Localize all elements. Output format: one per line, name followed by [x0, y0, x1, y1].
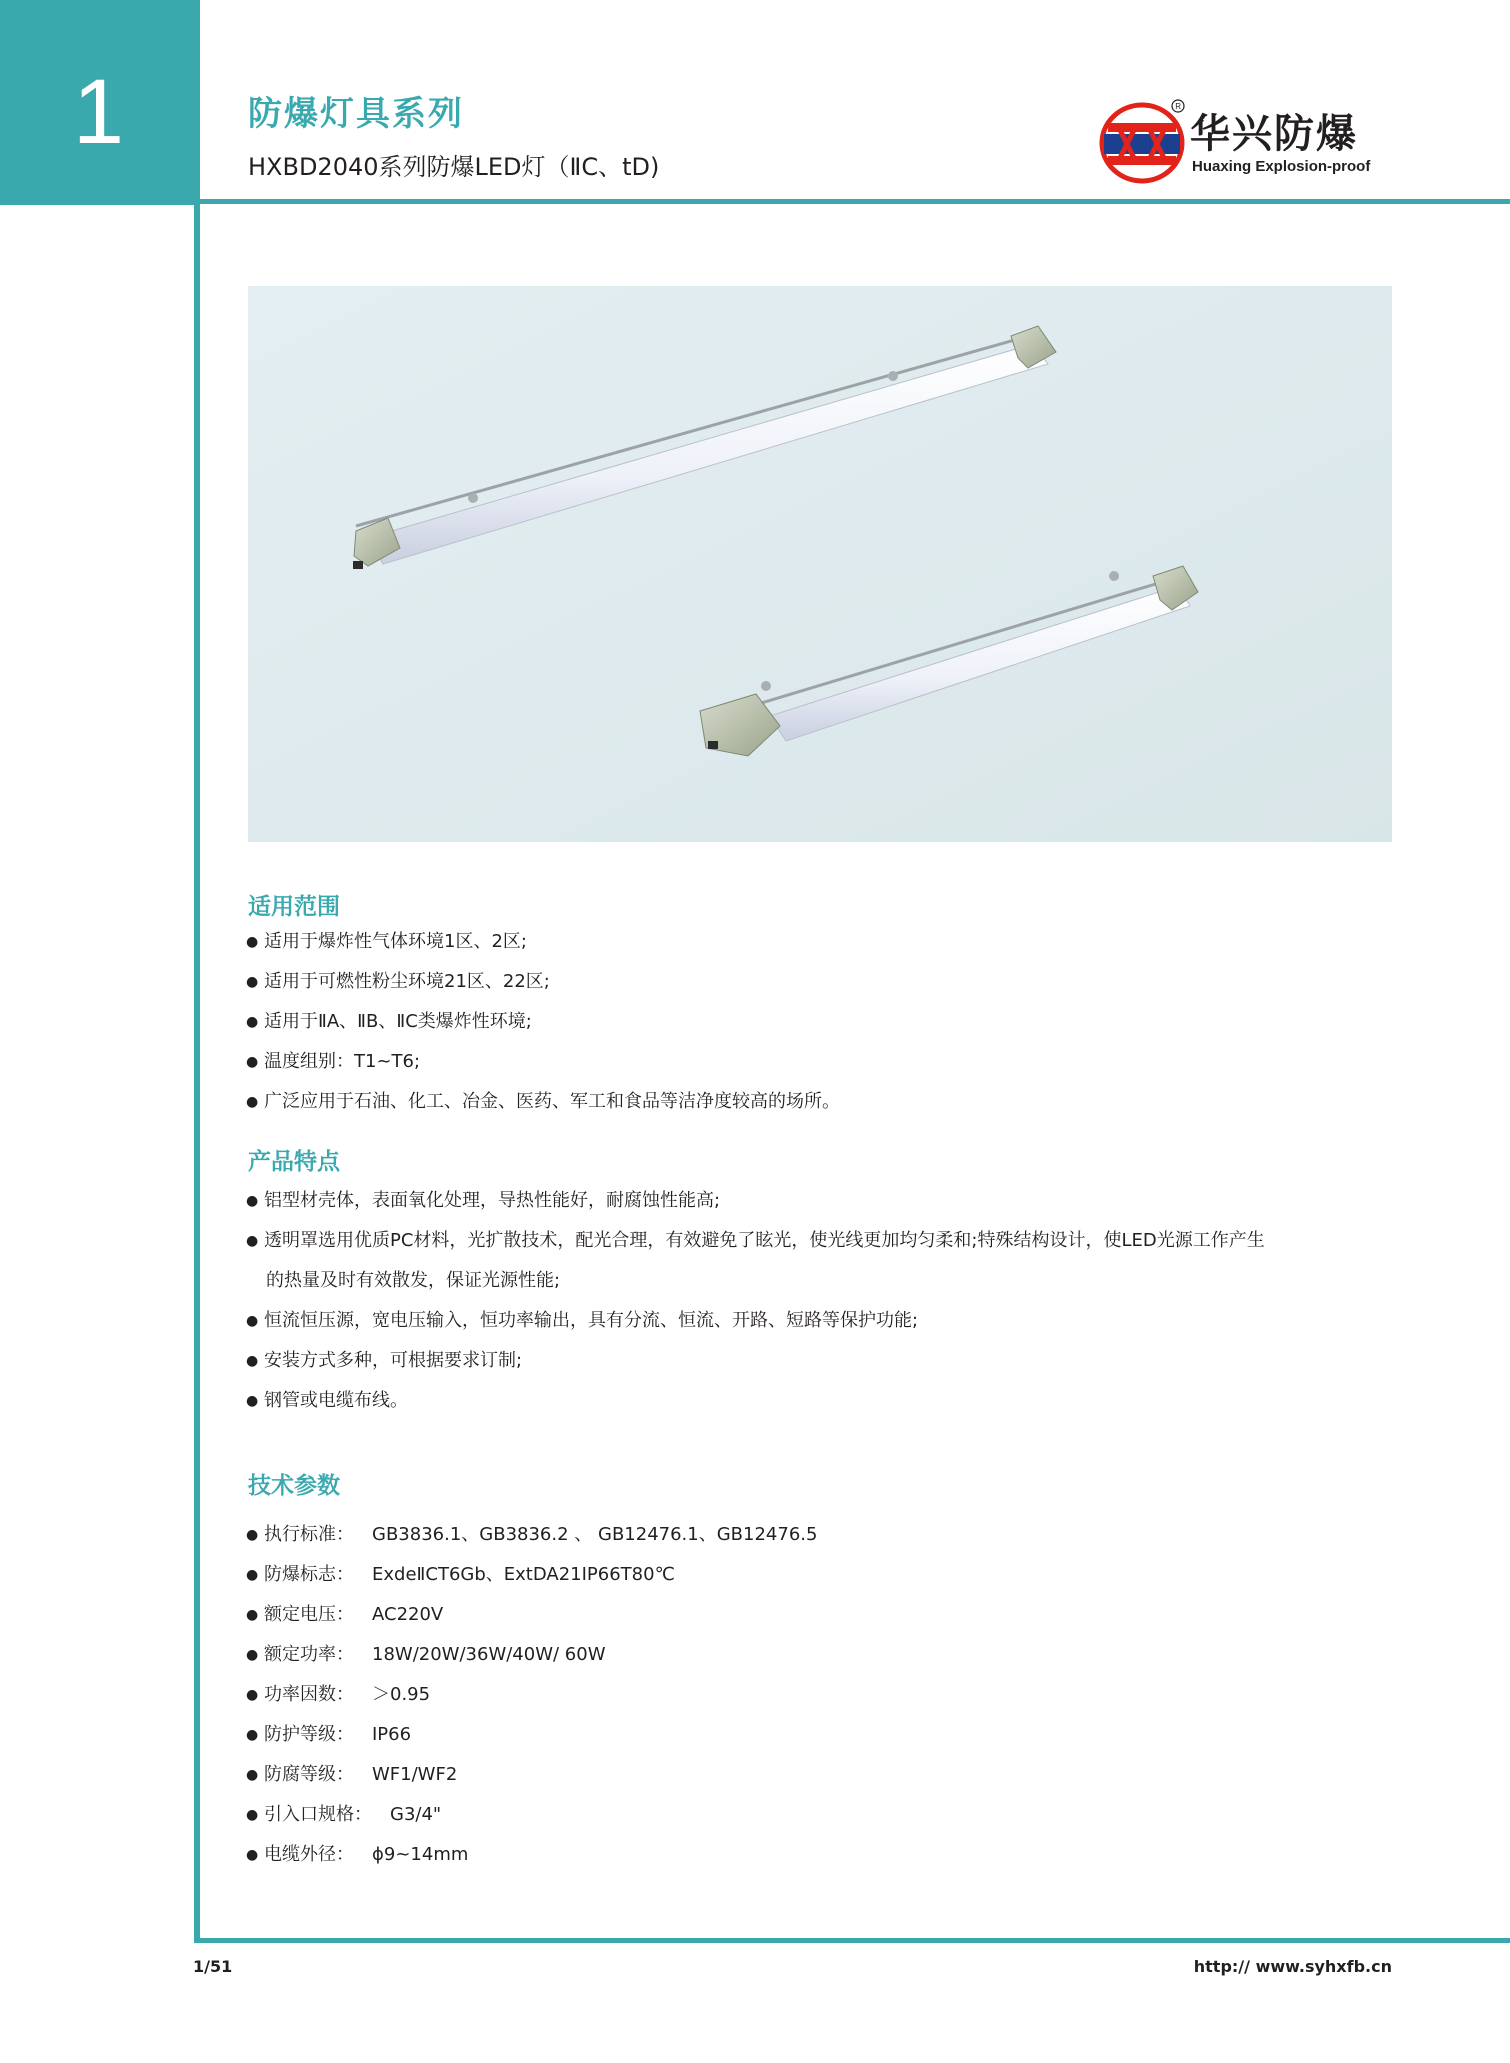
bullet-icon: ●	[246, 1014, 259, 1030]
list-item: ● 钢管或电缆布线。	[246, 1381, 1265, 1421]
logo-english-name: Huaxing Explosion-proof	[1192, 158, 1371, 175]
bullet-icon: ●	[246, 934, 259, 950]
huaxing-logo-mark-icon	[1098, 98, 1186, 184]
bullet-icon: ●	[246, 1054, 259, 1070]
bullet-icon: ●	[246, 1807, 259, 1823]
chapter-number: 1	[72, 61, 125, 163]
scope-list	[246, 922, 840, 1122]
specs-list	[246, 1515, 817, 1875]
footer-divider	[194, 1938, 1510, 1943]
series-title: 防爆灯具系列	[248, 94, 464, 134]
list-item: ● 适用于爆炸性气体环境1区、2区;	[246, 922, 840, 962]
list-item: ● 铝型材壳体，表面氧化处理，导热性能好，耐腐蚀性能高;	[246, 1181, 1265, 1221]
bullet-icon: ●	[246, 1687, 259, 1703]
spec-item: ● 执行标准： GB3836.1、GB3836.2 、 GB12476.1、GB12476.5	[246, 1515, 817, 1555]
product-photo	[248, 286, 1392, 842]
features-section-title: 产品特点	[248, 1149, 340, 1175]
page-number: 1/51	[193, 1957, 233, 1976]
list-item: ● 温度组别：T1~T6;	[246, 1042, 840, 1082]
bullet-icon: ●	[246, 1527, 259, 1543]
logo-name: 华兴防爆	[1190, 111, 1358, 157]
bullet-icon: ●	[246, 1233, 259, 1249]
specs-section-title: 技术参数	[248, 1473, 340, 1499]
spec-item: ● 额定功率： 18W/20W/36W/40W/ 60W	[246, 1635, 817, 1675]
bullet-icon: ●	[246, 1847, 259, 1863]
list-item: ● 适用于可燃性粉尘环境21区、22区;	[246, 962, 840, 1002]
spec-item: ● 引入口规格： G3/4"	[246, 1795, 817, 1835]
bullet-icon: ●	[246, 1607, 259, 1623]
list-item: ● 透明罩选用优质PC材料，光扩散技术，配光合理，有效避免了眩光，使光线更加均匀柔和;特殊结构设计，使LED光源工作产生 的热量及时有效散发，保证光源性能;	[246, 1221, 1265, 1301]
list-item: ● 安装方式多种，可根据要求订制;	[246, 1341, 1265, 1381]
header-divider	[197, 199, 1510, 204]
bullet-icon: ●	[246, 974, 259, 990]
left-divider	[194, 0, 200, 1943]
list-item: ● 广泛应用于石油、化工、冶金、医药、军工和食品等洁净度较高的场所。	[246, 1082, 840, 1122]
bullet-icon: ●	[246, 1567, 259, 1583]
spec-item: ● 电缆外径： ϕ9~14mm	[246, 1835, 817, 1875]
svg-text:R: R	[1175, 102, 1182, 111]
bullet-icon: ●	[246, 1353, 259, 1369]
website-link[interactable]: http:// www.syhxfb.cn	[1193, 1957, 1392, 1976]
bullet-icon: ●	[246, 1313, 259, 1329]
bullet-icon: ●	[246, 1647, 259, 1663]
features-list	[246, 1181, 1265, 1421]
scope-section-title: 适用范围	[248, 894, 340, 920]
spec-item: ● 功率因数： ＞0.95	[246, 1675, 817, 1715]
chapter-number-block	[0, 0, 197, 205]
product-title: HXBD2040系列防爆LED灯（ⅡC、tD)	[248, 153, 660, 181]
spec-item: ● 防腐等级： WF1/WF2	[246, 1755, 817, 1795]
bullet-icon: ●	[246, 1094, 259, 1110]
spec-item: ● 防爆标志： ExdeⅡCT6Gb、ExtDA21IP66T80℃	[246, 1555, 817, 1595]
bullet-icon: ●	[246, 1393, 259, 1409]
bullet-icon: ●	[246, 1193, 259, 1209]
list-item: ● 适用于ⅡA、ⅡB、ⅡC类爆炸性环境;	[246, 1002, 840, 1042]
bullet-icon: ●	[246, 1767, 259, 1783]
list-item: ● 恒流恒压源，宽电压输入，恒功率输出，具有分流、恒流、开路、短路等保护功能;	[246, 1301, 1265, 1341]
spec-item: ● 防护等级： IP66	[246, 1715, 817, 1755]
bullet-icon: ●	[246, 1727, 259, 1743]
spec-item: ● 额定电压： AC220V	[246, 1595, 817, 1635]
company-logo	[1098, 98, 1393, 188]
